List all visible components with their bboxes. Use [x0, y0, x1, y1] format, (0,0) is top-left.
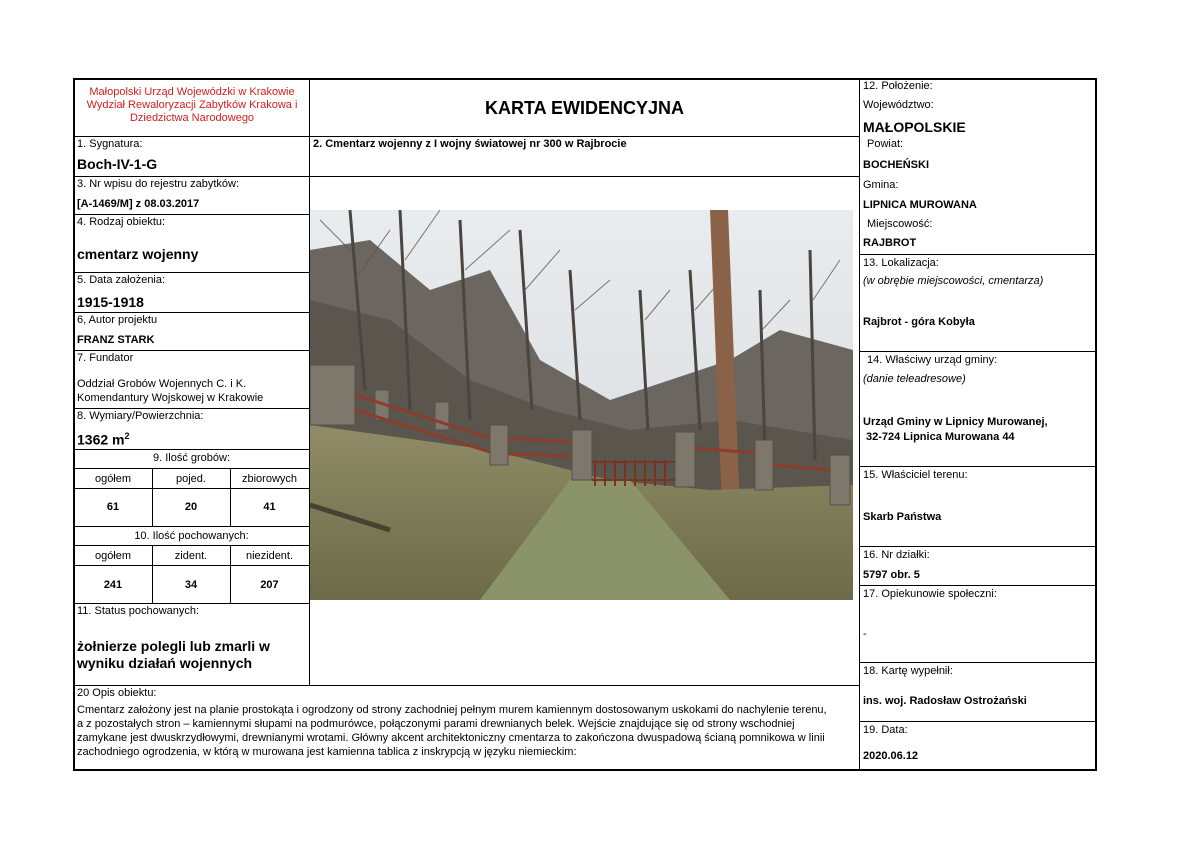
field-label: 17. Opiekunowie społeczni: — [863, 588, 997, 600]
author-value: FRANZ STARK — [77, 334, 155, 346]
divider — [860, 721, 1096, 722]
founder-line: Komendantury Wojskowej w Krakowie — [77, 392, 264, 404]
divider — [860, 662, 1096, 663]
buried-status-value — [74, 637, 309, 673]
table-header: niezident. — [245, 550, 294, 562]
field-label: 20 Opis obiektu: — [77, 687, 157, 699]
table-caption: 9. Ilość grobów: — [152, 452, 231, 464]
object-type-value: cmentarz wojenny — [77, 246, 199, 262]
field-hint: (danie teleadresowe) — [863, 373, 966, 385]
field-label: Powiat: — [867, 138, 904, 150]
description-line: a z pozostałych stron – kamiennymi słupami na podmurówce, połączonymi parami drewnianych belek. Wejście znajdujące się od strony wschodniej — [77, 718, 795, 730]
municipal-office-line: 32-724 Lipnica Murowana 44 — [866, 431, 1015, 443]
field-label: 5. Data założenia: — [77, 274, 166, 286]
field-label: 16. Nr działki: — [863, 549, 930, 561]
founder-line: Oddział Grobów Wojennych C. i K. — [77, 378, 247, 390]
divider — [860, 351, 1096, 352]
area-unit-exponent: 2 — [124, 431, 130, 441]
table-cell: 20 — [184, 501, 198, 513]
field-label: 19. Data: — [863, 724, 908, 736]
register-number-value: [A-1469/M] z 08.03.2017 — [77, 198, 200, 210]
authority-line: Małopolski Urząd Wojewódzki w Krakowie — [89, 86, 295, 98]
table-header: ogółem — [94, 473, 132, 485]
date-value: 2020.06.12 — [863, 750, 919, 762]
buried-status-line: żołnierze polegli lub zmarli w — [77, 638, 270, 654]
authority-line: Dziedzictwa Narodowego — [129, 112, 255, 124]
area-number: 1362 m — [77, 431, 125, 448]
description-text — [74, 702, 859, 770]
divider — [860, 466, 1096, 467]
description-line: zachodniego ogrodzenia, w którą w murowana jest kamienna tablica z inskrypcją w języku niemieckim: — [77, 746, 577, 758]
area-value — [74, 427, 309, 450]
description-line: Cmentarz założony jest na planie prostokąta i ogrodzony od strony zachodniej pełnym murem kamiennym dostosowanym uskokami do nachylenie terenu, — [77, 704, 827, 716]
divider — [74, 488, 310, 489]
authority-line: Wydział Rewaloryzacji Zabytków Krakowa i — [86, 99, 298, 111]
divider — [74, 565, 310, 566]
field-label: Województwo: — [863, 99, 934, 111]
field-label: 12. Położenie: — [863, 80, 933, 92]
field-label: 1. Sygnatura: — [77, 138, 143, 150]
county-value: BOCHEŃSKI — [863, 159, 930, 171]
field-label: 15. Właściciel terenu: — [863, 469, 968, 481]
divider — [860, 254, 1096, 255]
field-label: Gmina: — [863, 179, 899, 191]
table-cell: 61 — [106, 501, 120, 513]
field-label: Miejscowość: — [867, 218, 933, 230]
field-label: 6, Autor projektu — [77, 314, 158, 326]
table-cell: 241 — [103, 579, 123, 591]
signature-value: Boch-IV-1-G — [77, 156, 158, 172]
filled-by-value: ins. woj. Radosław Ostrożański — [863, 695, 1027, 707]
table-header: zident. — [174, 550, 208, 562]
field-label: 11. Status pochowanych: — [77, 605, 200, 617]
table-caption: 10. Ilość pochowanych: — [134, 530, 249, 542]
field-label: 14. Właściwy urząd gminy: — [867, 354, 998, 366]
table-cell: 207 — [260, 579, 279, 591]
table-cell: 41 — [263, 501, 276, 513]
divider — [74, 526, 310, 527]
voivodeship-value: MAŁOPOLSKIE — [863, 119, 966, 135]
field-label: 3. Nr wpisu do rejestru zabytków: — [77, 178, 240, 190]
municipal-office-line: Urząd Gminy w Lipnicy Murowanej, — [863, 416, 1048, 428]
cemetery-photo — [310, 210, 853, 600]
divider — [74, 468, 310, 469]
table-header: pojed. — [176, 473, 206, 485]
founder-value — [74, 376, 309, 406]
municipal-office-value — [860, 414, 1096, 446]
field-label: 7. Fundator — [77, 352, 134, 364]
location-value: Rajbrot - góra Kobyła — [863, 316, 975, 328]
field-label: 18. Kartę wypełnił: — [863, 665, 953, 677]
field-hint: (w obrębie miejscowości, cmentarza) — [863, 275, 1044, 287]
social-guardians-value: - — [863, 628, 867, 640]
field-label: 13. Lokalizacja: — [863, 257, 939, 269]
object-name: 2. Cmentarz wojenny z I wojny światowej nr 300 w Rajbrocie — [313, 138, 627, 150]
land-owner-value: Skarb Państwa — [863, 511, 942, 523]
table-header: ogółem — [94, 550, 132, 562]
description-line: zamykane jest dwuskrzydłowymi, drewnianymi wrotami. Główny akcent architektoniczny cmentarza to zakończona dwuspadową ścianą pomnikowa w linii — [77, 732, 825, 744]
buried-status-line: wyniku działań wojennych — [77, 655, 253, 671]
divider — [74, 545, 310, 546]
table-header: zbiorowych — [241, 473, 298, 485]
field-label: 4. Rodzaj obiektu: — [77, 216, 166, 228]
table-cell: 34 — [184, 579, 198, 591]
field-label: 8. Wymiary/Powierzchnia: — [77, 410, 204, 422]
divider — [860, 585, 1096, 586]
authority-name — [75, 85, 309, 133]
plot-number-value: 5797 obr. 5 — [863, 569, 920, 581]
document-title: KARTA EWIDENCYJNA — [484, 98, 684, 118]
commune-value: LIPNICA MUROWANA — [863, 199, 977, 211]
founding-date-value: 1915-1918 — [77, 294, 144, 310]
locality-value: RAJBROT — [863, 237, 917, 249]
divider — [860, 546, 1096, 547]
